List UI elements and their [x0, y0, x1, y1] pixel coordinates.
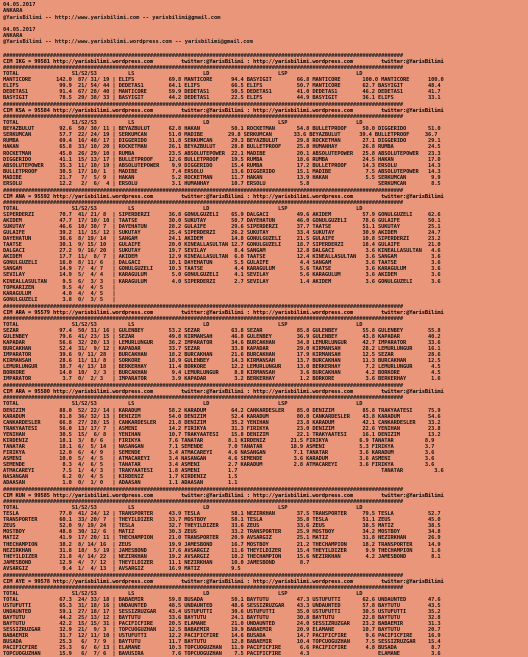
table-row: ASMENI 10.0 5/ 4/ 5 | ATMACAREYI 3.4 NASANGAN 4.6 SEMENDE 3.6 KARADUM 3.6 ASMENI 3.6: [3, 455, 435, 462]
section-title: CIM IKG = 99581 http://yarisbilimi.wordpress.com twitter:@YarisBilimi : http://yarisbilimi.wordpress.com twitter:@YarisBilimi: [3, 58, 444, 65]
section-title: CIM KSA = 95584 http://yarisbilimi.wordpress.com twitter:@YarisBilimi : http://yarisbilimi.wordpress.com twitter:@YarisBilimi: [3, 108, 444, 115]
section-title: CIM ANA = 95592 http://yarisbilimi.wordpress.com twitter:@YarisBilimi : http://yarisbilimi.wordpress.com twitter:@YarisBilimi: [3, 193, 444, 200]
table-row: KAPADAR 56.6 32/ 20/ 13 | LEMURLUNGUR 36.2 IMPARATOR 34.6 BURCAKHAN 34.8 LEMURLUNGUR 42.7 IMPARATOR 33.6: [3, 339, 441, 346]
table-row: TOTAL 67.3 24/ 33/ 18 | BABAEMIR 59.8 BUSADA 50.1 BAYTUTU 47.3 USTUFUTTI 62.6 UNDAUNTED 47.6: [3, 596, 441, 603]
column-header: TOTAL S1/S2/S3 LS LD LSP LD: [3, 70, 363, 77]
table-row: ELIFS 99.9 21/ 54/ 44 | DEDETAS1 64.1 ELIFS 66.5 ELIFS 50.7 MANTICORE 62.7 BASYIGIT 48.4: [3, 83, 441, 90]
table-row: THEYILDIZER 21.8 4/ 14/ 22 | NEZIRKHAN 19.2 AVSARGIZ 10.2 THECHAMPION 15.6 NEZIRKHAN 4.2 JAMESBOND 8.1: [3, 553, 441, 560]
column-header: TOTAL S1/S2/S3 LS LD LSP LD: [3, 590, 363, 597]
table-row: ABSOLUTEPOWER 35.3 11/ 10/ 19 | ABSOLUTEPOWER 9.9 DIGGERIDO 15.4 RUMBA 17.2 BULLETPROOF 14.3 ERSOLU 14.3: [3, 162, 441, 169]
table-row: ATMACAREYI 7.5 1/ 4/ 3 | TRAKYAATESI 1.8 ASMENI 1.7 TANATAR 3.6: [3, 467, 444, 474]
header-date-2: 04.05.2017: [3, 26, 36, 33]
race-section: [3, 487, 525, 572]
table-row: SERKUMCAN 57.7 22/ 24/ 19 | SERKUMCAN 51.0 MADIBE 29.8 SERKUMCAN 33.6 BEYAZBULUT 39.4 BULLETPROOF 36.7: [3, 132, 438, 139]
table-row: KIRMANSAH 28.6 11/ 11/ 8 | SORKORE 18.9 GULENBEY 14.3 KIRMANSAH 13.7 BURCAKHAN 11.3 BURCAKHAN 12.5: [3, 358, 441, 365]
table-row: NASANGAN 6.2 0/ 4/ 5 | KIRDENIZ 1.7 KIRDENIZ 1.5: [3, 474, 238, 481]
table-row: DALGACI 27.2 9/ 16/ 20 | SUKUTAY 19.7 SEVILAY 8.4 SANGAM 12.8 DALGACI 3.6 KINEALLASULTAN 4.6: [3, 248, 441, 255]
table-row: FIRIKYA 12.0 6/ 4/ 9 | SEMENDE 3.4 ATMACAREYI 4.6 NASANGAN 7.1 TANATAR 3.6 KARADUM 3.6: [3, 449, 435, 456]
column-header: TOTAL S1/S2/S3 LS LD LSP LD: [3, 401, 363, 408]
separator-line: ################################################################################################################################: [3, 584, 404, 591]
table-row: DIGGERIDO 41.1 15/ 13/ 17 | BULLETPROOF 12.6 BULLETPROOF 19.5 RUMBA 18.6 RUMBA 24.5 HAKAN 17.0: [3, 156, 441, 163]
table-row: BAYTUTU 44.2 25/ 13/ 12 | BAYTUTU 33.6 BAYTUTU 24.1 BAYTUTU 30.8 BAYTUTU 22.8 BAYTUTU 32.8: [3, 615, 441, 622]
table-row: SEVILAY 14.9 5/ 4/ 4 | KARAGULUM 5.0 GONULGUZELI 4.1 SEVILAY 5.6 KARAGULUM 3.6 AKIDEM 3.6: [3, 272, 441, 279]
table-row: TESLA 77.0 41/ 24/ 12 | TRANSPORTER 43.9 TESLA 58.1 NEZIRKHAN 37.5 TRANSPORTER 79.5 TESLA 52.7: [3, 511, 441, 518]
table-row: DENIZIM 88.0 52/ 22/ 14 | KARADUM 58.2 KARADUM 64.2 CANKARDESLER 85.0 DENIZIM 85.8 TRAKYAATESI 75.9: [3, 407, 441, 414]
table-row: IMPARATOR 3.7 0/ 2/ 3 | IMPARATOR 3.9 KAPADAR 3.2 BERKERHAY 1.2 BORKORE 3.6 BERKERHAY 1.6: [3, 376, 441, 383]
table-row: SESSIZRUZGAR 32.9 21/ 9/ 3 | TOPCUOGUZHAN 12.5 BABAEMIR 19.9 BABAEMIR 20.9 ELAMANE 10.7 BAYTUTU 20.7: [3, 627, 441, 634]
separator-line: ################################################################################################################################: [3, 395, 404, 402]
separator-line: ################################################################################################################################: [3, 383, 404, 390]
table-row: IMPARATOR 39.6 9/ 11/ 28 | BURCAKHAN 18.2 BURCAKHAN 21.6 BURCAKHAN 17.9 KIRMANSAH 12.5 SEZAR 28.6: [3, 352, 441, 359]
table-row: KINEALLASULTAN 9.5 6/ 3/ 3 | KARAGULUM 4.0 SIPERDERZI 2.7 SEVILAY 1.4 AKIDEM 3.6 GONULGUZELI 3.6: [3, 278, 441, 285]
table-row: TRANSPORTER 60.1 33/ 20/ 7 | THEYILDIZER 33.7 MOSTBOY 58.1 TESLA 35.8 TESLA 51.1 ZEUS 45.0: [3, 517, 441, 524]
table-row: SEZAR 97.4 50/ 31/ 16 | GULENBEY 53.2 SEZAR 63.8 SEZAR 85.8 GULENBEY 55.8 GULENBEY 55.8: [3, 327, 441, 334]
section-title: CIM ARA = 95579 http://yarisbilimi.wordpress.com twitter:@YarisBilimi : http://yarisbilimi.wordpress.com twitter:@YarisBilimi: [3, 309, 444, 316]
column-header: TOTAL S1/S2/S3 LS LD LSP LD: [3, 205, 363, 212]
separator-line: ################################################################################################################################: [3, 199, 404, 206]
race-section: [3, 304, 525, 383]
table-row: SUKUTAY 46.6 10/ 30/ 7 | DAYEHATUN 28.2 GULAIFE 29.6 SIPERDERZI 37.7 TAATSE 51.1 SUKUTAY 25.1: [3, 224, 441, 231]
race-section: [3, 53, 525, 101]
table-row: BULLETPROOF 30.5 17/ 10/ 1 | MADIBE 7.4 ERSOLU 13.6 DIGGERIDO 15.1 MADIBE 7.5 ABSOLUTEPOWER 14.3: [3, 168, 441, 175]
header-city-1: ANKARA: [3, 8, 23, 15]
table-row: GULAIFE 39.2 11/ 15/ 12 | SUKUTAY 25.4 SIPERDERZI 26.2 SUKUTAY 33.4 SUKUTAY 30.9 AKIDEM 24.7: [3, 230, 441, 237]
column-header: TOTAL S1/S2/S3 LS LD LSP LD: [3, 321, 363, 328]
table-row: BASYIGIT 78.5 29/ 38/ 33 | BASYIGIT 44.2 DEDETAS1 22.5 ELIFS 44.9 BASYIGIT 36.1 ELIFS 33.1: [3, 95, 441, 102]
separator-line: ################################################################################################################################: [3, 114, 404, 121]
section-title: CIM KUN = 99585 http://yarisbilimi.wordpress.com twitter:@YarisBilimi : http://yarisbilimi.wordpress.com twitter:@YarisBilimi: [3, 493, 444, 500]
table-row: BAYTUTU 42.2 15/ 15/ 31 | PACIFICFIRE 20.5 ELAMANE 21.0 UNDAUNTED 24.0 SESSIZRUZGAR 23.2 BABAEMIR 31.3: [3, 621, 441, 628]
header-city-2: ANKARA: [3, 33, 23, 40]
table-row: NEZIRKHAN 31.8 18/ 5/ 19 | JAMESBOND 17.6 AVSARGIZ 11.6 THEYILDIZER 15.4 THEYILDIZER 9.9 THECHAMPION 1.6: [3, 547, 441, 554]
table-row: UNDAUNTED 59.1 27/ 18/ 17 | SESSIZRUZGAR 43.4 USTUFUTTI 30.6 USTUFUTTI 35.0 USTUFUTTI 30.5 USTUFUTTI 35.2: [3, 609, 441, 616]
race-section: [3, 188, 525, 303]
separator-line: ################################################################################################################################: [3, 315, 404, 322]
separator-line: ################################################################################################################################: [3, 64, 404, 71]
table-row: PACIFICFIRE 25.3 6/ 6/ 13 | ELAMANE 10.3 TOPCUOGUZHAN 11.9 PACIFICFIRE 6.6 PACIFICFIRE 4.8 BUSADA 8.7: [3, 645, 441, 652]
header-credit-1: @YarisBilimi -- http://www.yarisbilimi.com -- yarisbilimi@gmail.com: [3, 14, 221, 21]
table-row: LEMURLUNGUR 38.7 4/ 13/ 18 | BERKERHAY 11.4 BORKORE 12.2 LEMURLUNGUR 13.0 BERKERHAY 7.2 LEMURLUNGUR 4.5: [3, 364, 441, 371]
race-sections: [3, 53, 525, 657]
race-section: [3, 383, 525, 486]
report-header: [3, 2, 525, 52]
table-row: TAATSE 30.1 9/ 15/ 10 | GULAIFE 20.0 KINEALLASULTAN 12.7 GONULGUZELI 18.7 SIPERDERZI 18.4 GULAIFE 21.0: [3, 242, 441, 249]
table-row: USTUFUTTI 65.3 31/ 18/ 16 | UNDAUNTED 48.5 UNDAUNTED 48.6 SESSIZRUZGAR 43.3 UNDAUNTED 57.8 BAYTUTU 43.5: [3, 603, 441, 609]
table-row: BUSADA 25.3 6/ 7/ 9 | BAYTUTU 11.7 BAYTUTU 12.8 BABAEMIR 10.4 TOPCUOGUZHAN 7.5 SESSIZRUZGAR 15.4: [3, 639, 441, 646]
table-row: MANTICORE 142.0 87/ 31/ 19 | ELIFS 69.8 MANTICORE 94.4 BASYIGIT 66.8 MANTICORE 100.0 MANTICORE 100.0: [3, 76, 444, 83]
section-title: CIM AYE = 99578 http://yarisbilimi.wordpress.com twitter:@YarisBilimi : http://yarisbilimi.wordpress.com twitter:@YarisBilimi: [3, 578, 444, 585]
table-row: BORKORE 14.0 10/ 2/ 3 | BURCAKHAN 9.4 LEMURLUNGUR 8.8 KIRMANSAH 3.6 BURCAKHAN 4.2 BORKORE 4.5: [3, 370, 441, 377]
separator-line: ################################################################################################################################: [3, 303, 404, 310]
table-row: GONULGUZELI 16.0 8/ 11/ 6 | DALGACI 10.1 DAYEHATUN 5.5 GULAIFE 4.4 SANGAM 3.6 TAATSE 3.6: [3, 260, 441, 267]
table-row: AKIDEM 17.7 11/ 8/ 7 | AKIDEM 12.9 KINEALLASULTAN 6.0 TAATSE 12.4 KINEALLASULTAN 3.6 SANGAM 3.6: [3, 254, 441, 261]
header-credit-2: @YarisBilimi -- http://www.yarisbilimi.wordpress.com -- yarisbilimi@gmail.com: [3, 39, 253, 46]
race-section: [3, 573, 525, 657]
table-row: SEMENDE 8.3 4/ 6/ 5 | TANATAR 3.4 ASMENI 2.7 KARADUM 2.8 ATMACAREYI 3.6 FIRIKYA 3.6: [3, 461, 435, 468]
separator-line: ################################################################################################################################: [3, 487, 404, 494]
table-row: MATIZ 41.9 17/ 20/ 11 | THECHAMPION 21.0 TRANSPORTER 20.9 AVSARGIZ 25.1 MATIZ 31.8 NEZIRKHAN 26.9: [3, 535, 441, 542]
table-row: ROCKETMAN 45.0 26/ 29/ 10 | RUMBA 23.5 ABSOLUTEPOWER 22.1 MADIBE 20.1 ABSOLUTEPOWER 25.8 ABSOLUTEPOWER 23.3: [3, 150, 441, 157]
table-row: ZEUS 52.0 9/ 19/ 24 | TESLA 32.7 THEYILDIZER 33.6 ZEUS 33.6 ZEUS 38.5 MATIZ 38.5: [3, 523, 441, 530]
table-row: ADAASAN 1.0 0/ 1/ 0 | ADAASAN 1.1 ADAASAN 1.1: [3, 480, 238, 487]
table-row: SIPERDERZI 70.7 41/ 21/ 8 | SIPERDERZI 36.8 GONULGUZELI 65.9 DALGACI 49.6 AKIDEM 57.9 GONULGUZELI 62.6: [3, 212, 441, 218]
separator-line: ################################################################################################################################: [3, 102, 404, 109]
table-row: ERSOLU 12.2 2/ 6/ 4 | ERSOLU 3.1 HUMANHAY 10.7 ERSOLU 5.8 SERKUMCAN 8.5: [3, 180, 441, 187]
table-row: GONULGUZELI 3.8 0/ 3/ 5 |: [3, 296, 116, 303]
column-header: TOTAL S1/S2/S3 LS LD LSP LD: [3, 120, 363, 127]
table-row: MOSTBOY 48.8 30/ 12/ 6 | MATIZ 30.3 ZEUS 33.2 TRANSPORTER 25.9 MOSTBOY 34.2 MOSTBOY 34.8: [3, 529, 441, 536]
table-row: TANATAR 18.1 6/ 5/ 14 | NASANGAN 7.1 SEMENDE 7.0 TANATAR 18.9 ASMENI 5.3 FIRIKYA 3.7: [3, 443, 435, 450]
table-row: CANKARDESLER 66.8 27/ 28/ 15 | CANKARDESLER 21.8 DENIZIM 35.2 YENIHAN 23.8 KARADUM 42.1 CANKARDESLER 33.2: [3, 419, 441, 426]
table-row: TRAKYAATESI 56.0 13/ 17/ 7 | ASMENI 14.2 FIRIKYA 31.3 FIRIKYA 23.0 DENIZIM 22.6 YENIHAN 23.8: [3, 425, 441, 432]
table-row: YENIHAN 30.5 15/ 6/ 8 | YENIHAN 10.7 TRAKYAATESI 15.8 DENIZIM 22.1 TRAKYAATESI 16.1 DENIZIM 13.2: [3, 431, 441, 438]
table-row: AVSARGIZ 9.4 1/ 4/ 13 | AVSARGIZ 16.9 MATIZ 9.5: [3, 565, 241, 572]
table-row: DEDETAS1 91.4 67/ 28/ 40 | MANTICORE 59.9 DEDETAS1 50.5 DEDETAS1 41.0 DEDETAS1 46.2 DEDETAS1 41.7: [3, 89, 441, 96]
table-row: TOPCUOGUZHAN 15.9 6/ 7/ 6 | BAVUSIRA 7.6 TOPCUOGUZHAN 7.5 PACIFICFIRE 4.3 ELAMANE 3.6: [3, 651, 441, 657]
table-row: RUMBA 69.4 16/ 48/ 17 | DIGGERIDO 31.8 SERKUMCAN 29.3 BEYAZBULUT 29.8 ROCKETMAN 27.1 DIGGERIDO 29.1: [3, 138, 441, 145]
table-row: BEYAZBULUT 92.6 50/ 30/ 11 | BEYAZBULUT 62.8 HAKAN 50.1 ROCKETMAN 54.8 BULLETPROOF 50.0 DIGGERIDO 51.0: [3, 126, 441, 133]
table-row: THECHAMPION 38.2 8/ 14/ 16 | ZEUS 19.9 JAMESBOND 16.7 MOSTBOY 21.2 THECHAMPION 18.2 TRANSPORTER 14.9: [3, 541, 441, 548]
separator-line: ################################################################################################################################: [3, 52, 404, 59]
table-row: KIRDENIZ 18.1 3/ 8/ 6 | FIRIKYA 7.6 TANATAR 8.1 KIRDENIZ 21.5 FIRIKYA 6.9 TANATAR 8.9: [3, 437, 435, 444]
table-row: DAYEHATUN 36.6 8/ 19/ 14 | SANGAM 24.1 AKIDEM 14.8 GONULGUZELI 21.5 GULAIFE 10.8 SIPERDERZI 23.2: [3, 236, 441, 243]
header-date-1: 04.05.2017: [3, 2, 36, 8]
table-row: MADIBE 21.7 7/ 5/ 9 | HAKAN 5.2 ROCKETMAN 11.7 HAKAN 13.9 HAKAN 5.5 SERKUMCAN 9.9: [3, 174, 441, 181]
separator-line: ################################################################################################################################: [3, 499, 404, 506]
table-row: KARAGULUM 4.0 4/ 4/ 5 |: [3, 290, 116, 297]
table-row: BABAEMIR 31.7 12/ 11/ 10 | USTUFUTTI 12.2 PACIFICFIRE 14.6 BUSADA 14.7 PACIFICFIRE 9.6 PACIFICFIRE 16.9: [3, 633, 441, 640]
separator-line: ################################################################################################################################: [3, 572, 404, 579]
section-title: CIM ARA = 95580 http://yarisbilimi.wordpress.com twitter:@YarisBilimi : http://yarisbilimi.wordpress.com twitter:@YarisBilimi: [3, 389, 444, 396]
table-row: GULENBEY 79.6 41/ 23/ 15 | SEZAR 49.8 KIRMANSAH 46.8 GULENBEY 36.9 GULENBEY 43.8 KAPADAR 40.2: [3, 333, 441, 340]
table-row: SANGAM 14.9 7/ 4/ 7 | GONULGUZELI 10.3 TAATSE 4.4 KARAGULUM 5.6 TAATSE 3.6 KARAGULUM 3.6: [3, 266, 441, 273]
table-row: KARADUM 81.8 36/ 32/ 13 | DENIZIM 54.0 DENIZIM 52.4 KARADUM 80.0 CANKARDESLER 43.8 KARADUM 54.6: [3, 413, 441, 420]
table-row: AKIDEM 47.7 17/ 10/ 10 | TAATSE 30.0 SUKUTAY 50.7 DAYEHATUN 46.0 GONULGUZELI 78.6 GULAIFE 50.1: [3, 218, 441, 225]
table-row: BURCAKHAN 52.4 31/ 9/ 12 | KAPADAR 33.7 SEZAR 33.8 KAPADAR 29.0 KIRMANSAH 28.2 LEMURLUNGUR 16.1: [3, 346, 441, 353]
race-section: [3, 102, 525, 187]
table-row: TOPKARIZEN 9.5 4/ 4/ 5 |: [3, 284, 116, 291]
table-row: HAKAN 65.8 33/ 10/ 20 | ROCKETMAN 26.1 BEYAZBULUT 28.8 BULLETPROOF 25.8 HUMANHAY 26.8 RUMBA 24.5: [3, 144, 441, 151]
column-header: TOTAL S1/S2/S3 LS LD LSP LD: [3, 505, 363, 512]
separator-line: ################################################################################################################################: [3, 187, 404, 194]
table-row: JAMESBOND 12.9 4/ 7/ 12 | THEYILDIZER 11.1 NEZIRKHAN 10.0 JAMESBOND 8.7: [3, 559, 310, 566]
